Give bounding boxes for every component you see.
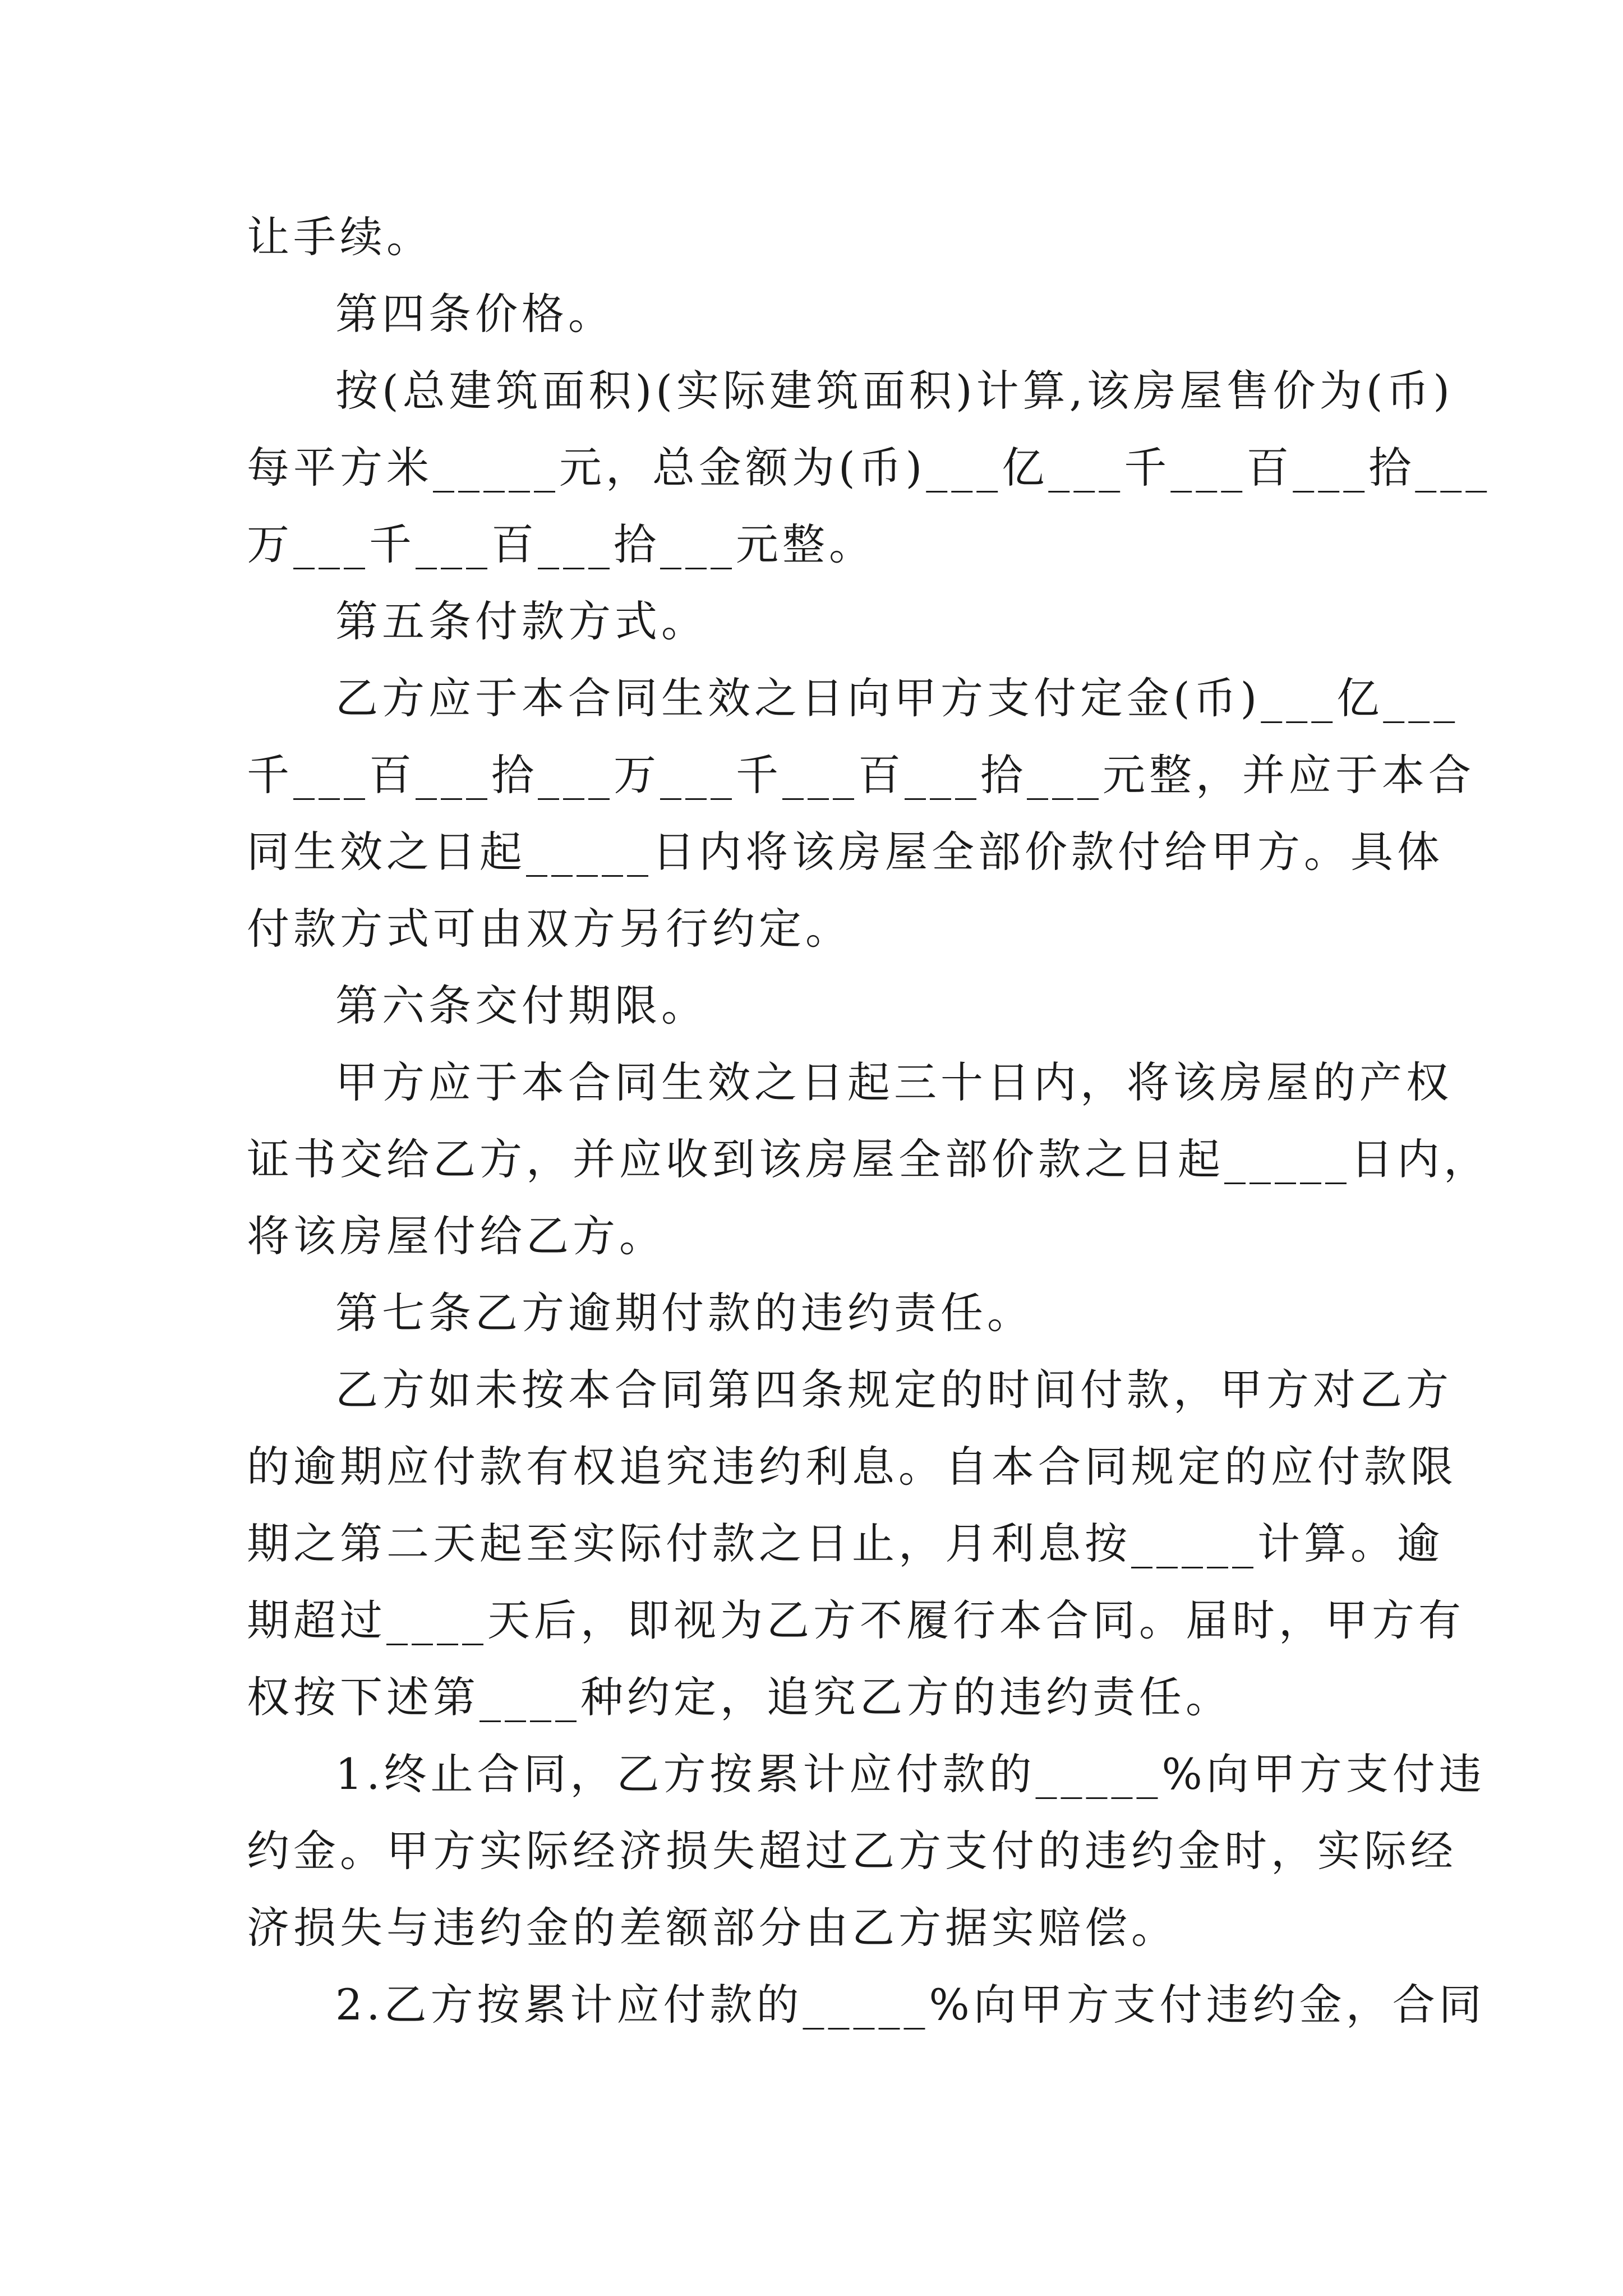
text-line-5: 万___千___百___拾___元整。 [247,519,875,569]
article-6-heading: 第六条交付期限。 [335,981,708,1030]
article-5-heading: 第五条付款方式。 [335,596,708,646]
text-line-8: 千___百___拾___万___千___百___拾___元整，并应于本合 [247,750,1475,800]
text-line-7: 乙方应于本合同生效之日向甲方支付定金(币)___亿___ [335,673,1459,723]
text-line-17: 的逾期应付款有权追究违约利息。自本合同规定的应付款限 [247,1442,1457,1492]
text-line-16: 乙方如未按本合同第四条规定的时间付款，甲方对乙方 [335,1365,1453,1415]
clause-1-line-3: 济损失与违约金的差额部分由乙方据实赔偿。 [247,1903,1178,1953]
text-line-14: 将该房屋付给乙方。 [247,1211,666,1261]
text-line-10: 付款方式可由双方另行约定。 [247,904,852,954]
text-line-4: 每平方米_____元，总金额为(币)___亿___千___百___拾___ [247,443,1491,493]
text-line-12: 甲方应于本合同生效之日起三十日内，将该房屋的产权 [335,1057,1453,1107]
text-line-18: 期之第二天起至实际付款之日止，月利息按_____计算。逾 [247,1519,1444,1568]
clause-1-line-1: 1.终止合同，乙方按累计应付款的_____%向甲方支付违 [335,1749,1486,1799]
text-line-9: 同生效之日起_____日内将该房屋全部价款付给甲方。具体 [247,827,1444,877]
article-7-heading: 第七条乙方逾期付款的违约责任。 [335,1288,1034,1338]
text-line-3: 按(总建筑面积)(实际建筑面积)计算,该房屋售价为(币) [335,366,1454,416]
article-4-heading: 第四条价格。 [335,289,615,339]
text-line-20: 权按下述第____种约定，追究乙方的违约责任。 [247,1672,1232,1722]
clause-1-line-2: 约金。甲方实际经济损失超过乙方支付的违约金时，实际经 [247,1826,1457,1876]
clause-2-line-1: 2.乙方按累计应付款的_____%向甲方支付违约金，合同 [335,1980,1486,2030]
text-line-13: 证书交给乙方，并应收到该房屋全部价款之日起_____日内， [247,1134,1490,1184]
text-line-1: 让手续。 [247,212,433,262]
text-line-19: 期超过____天后，即视为乙方不履行本合同。届时，甲方有 [247,1595,1465,1645]
